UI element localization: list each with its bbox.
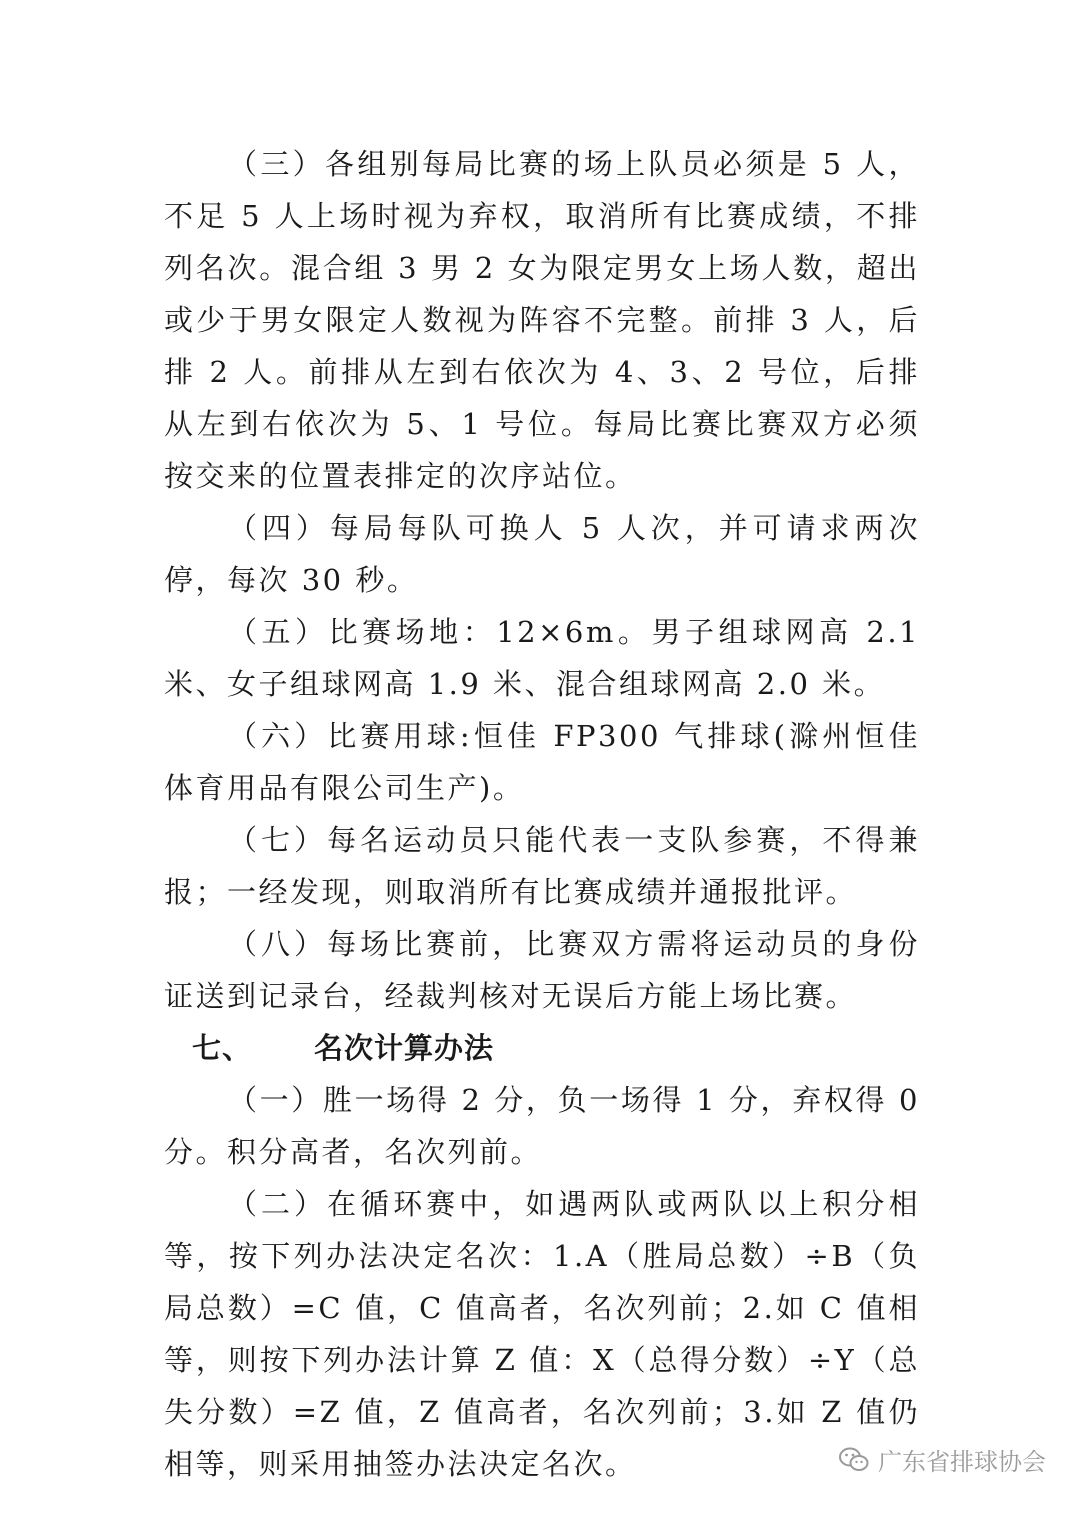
paragraph-ranking-1: （一）胜一场得 2 分，负一场得 1 分，弃权得 0 分。积分高者，名次列前。	[164, 1083, 920, 1169]
section-number: 七、	[192, 1031, 253, 1065]
paragraph-ranking-2: （二）在循环赛中，如遇两队或两队以上积分相等，按下列办法决定名次：1.A（胜局总数）÷B（负局总数）=C 值，C 值高者，名次列前；2.如 C 值相等，则按下列办法计算 Z 值：X（总得分数）÷Y（总失分数）=Z 值，Z 值高者，名次列前；3.如 Z 值仍相等，则采用抽签办法决定名次。	[164, 1187, 920, 1481]
section-heading	[164, 1022, 920, 1074]
watermark	[838, 1442, 1046, 1477]
paragraph-rule-6: （六）比赛用球:恒佳 FP300 气排球(滁州恒佳体育用品有限公司生产)。	[164, 719, 920, 805]
watermark-text: 广东省排球协会	[878, 1448, 1046, 1476]
paragraph-rule-8: （八）每场比赛前，比赛双方需将运动员的身份证送到记录台，经裁判核对无误后方能上场比赛。	[164, 927, 920, 1013]
paragraph-rule-3: （三）各组别每局比赛的场上队员必须是 5 人，不足 5 人上场时视为弃权，取消所有比赛成绩，不排列名次。混合组 3 男 2 女为限定男女上场人数，超出或少于男女限定人数视为阵容不完整。前排 3 人，后排 2 人。前排从左到右依次为 4、3、2 号位，后排从左到右依次为 5、1 号位。每局比赛比赛双方必须按交来的位置表排定的次序站位。	[164, 147, 920, 493]
paragraph-rule-7: （七）每名运动员只能代表一支队参赛，不得兼报；一经发现，则取消所有比赛成绩并通报批评。	[164, 823, 920, 909]
document-body	[164, 138, 920, 1490]
paragraph-rule-5: （五）比赛场地：12×6m。男子组球网高 2.1 米、女子组球网高 1.9 米、混合组球网高 2.0 米。	[164, 615, 920, 701]
section-title: 名次计算办法	[314, 1031, 495, 1065]
paragraph-rule-4: （四）每局每队可换人 5 人次，并可请求两次停，每次 30 秒。	[164, 511, 920, 597]
wechat-icon	[838, 1446, 870, 1474]
